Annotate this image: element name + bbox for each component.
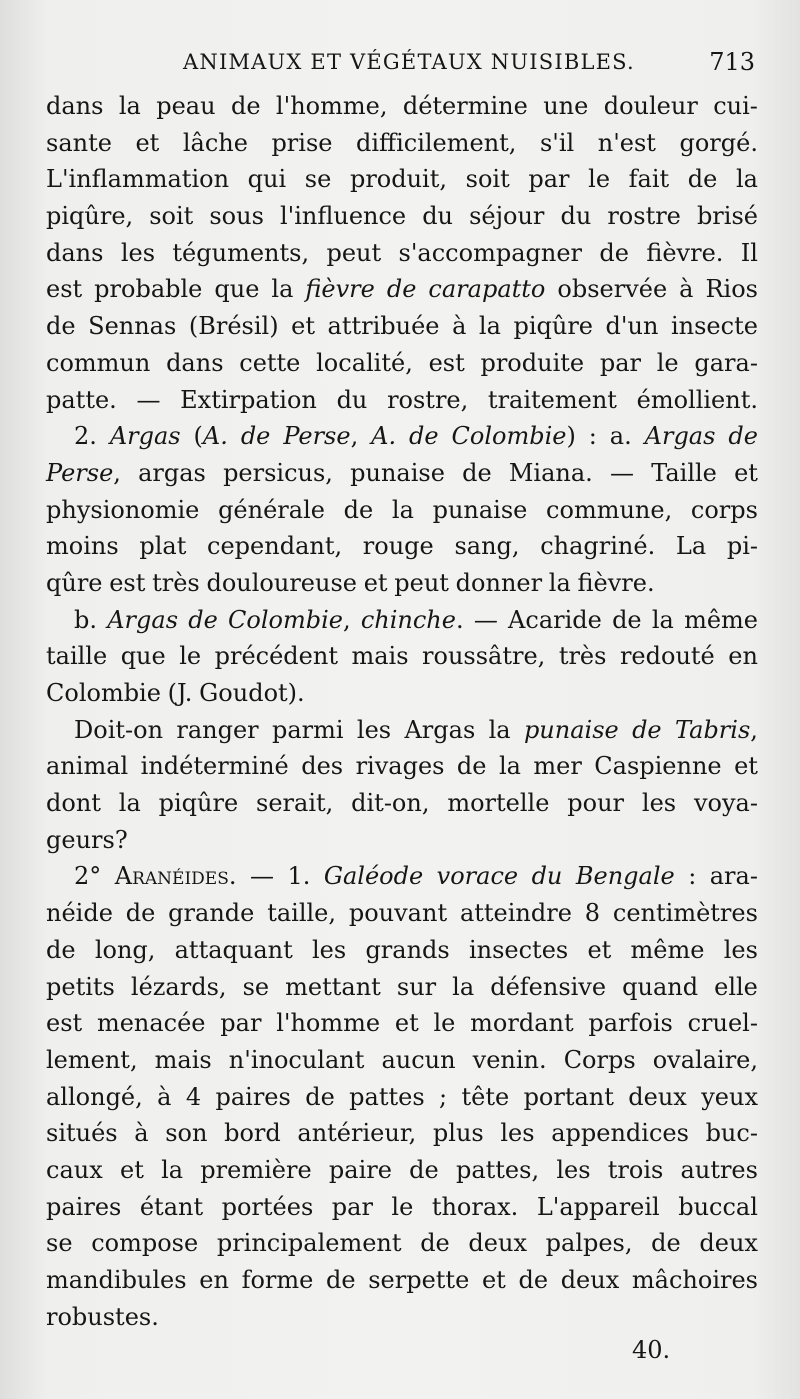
text-line: patte. — Extirpation du rostre, traitement émollient.	[46, 385, 758, 414]
text-line: de long, attaquant les grands insectes et même les	[46, 935, 758, 964]
text-line: piqûre, soit sous l'influence du séjour du rostre brisé	[46, 202, 758, 231]
text-line: néide de grande taille, pouvant atteindre 8 centimètres	[46, 899, 758, 928]
text-line: physionomie générale de la punaise commune, corps	[46, 495, 758, 524]
running-title: ANIMAUX ET VÉGÉTAUX NUISIBLES.	[183, 50, 635, 74]
signature-mark: 40.	[632, 1336, 671, 1364]
text-line: situés à son bord antérieur, plus les appendices buc-	[46, 1119, 758, 1148]
text-line: animal indéterminé des rivages de la mer Caspienne et	[46, 752, 758, 781]
text-line: robustes.	[46, 1302, 159, 1331]
text-line: taille que le précédent mais roussâtre, très redouté en	[46, 642, 758, 671]
text-line: b. Argas de Colombie, chinche. — Acaride de la même	[74, 605, 758, 634]
text-line: commun dans cette localité, est produite par le gara-	[46, 348, 758, 377]
body-text	[46, 88, 758, 1335]
text-line: Doit-on ranger parmi les Argas la punaise de Tabris,	[74, 715, 758, 744]
text-line: Colombie (J. Goudot).	[46, 679, 305, 707]
text-line: est probable que la fièvre de carapatto observée à Rios	[46, 275, 758, 304]
text-line: geurs?	[46, 825, 128, 854]
text-line: paires étant portées par le thorax. L'appareil buccal	[46, 1192, 758, 1221]
text-line: 2. Argas (A. de Perse, A. de Colombie) : a. Argas de	[74, 422, 758, 451]
text-line: caux et la première paire de pattes, les trois autres	[46, 1155, 758, 1184]
text-line: dont la piqûre serait, dit-on, mortelle pour les voya-	[46, 789, 758, 818]
text-line: se compose principalement de deux palpes, de deux	[46, 1229, 758, 1258]
text-line: L'inflammation qui se produit, soit par le fait de la	[46, 165, 758, 194]
text-line: qûre est très douloureuse et peut donner la fièvre.	[46, 568, 655, 597]
text-line: sante et lâche prise difficilement, s'il n'est gorgé.	[46, 128, 758, 157]
page-number: 713	[709, 48, 755, 76]
text-line: lement, mais n'inoculant aucun venin. Corps ovalaire,	[46, 1045, 758, 1074]
text-line: 2° Aranéides. — 1. Galéode vorace du Bengale : ara-	[74, 862, 758, 891]
text-line: moins plat cependant, rouge sang, chagriné. La pi-	[46, 532, 758, 561]
text-line: dans la peau de l'homme, détermine une douleur cui-	[46, 92, 758, 120]
text-line: est menacée par l'homme et le mordant parfois cruel-	[46, 1009, 758, 1038]
text-line: Perse, argas persicus, punaise de Miana. — Taille et	[46, 458, 758, 487]
text-line: mandibules en forme de serpette et de deux mâchoires	[46, 1266, 758, 1294]
text-line: de Sennas (Brésil) et attribuée à la piqûre d'un insecte	[46, 312, 758, 341]
text-line: dans les téguments, peut s'accompagner de fièvre. Il	[46, 238, 758, 267]
text-line: allongé, à 4 paires de pattes ; tête portant deux yeux	[46, 1082, 758, 1111]
text-line: petits lézards, se mettant sur la défensive quand elle	[46, 972, 758, 1001]
page-header	[0, 42, 800, 82]
